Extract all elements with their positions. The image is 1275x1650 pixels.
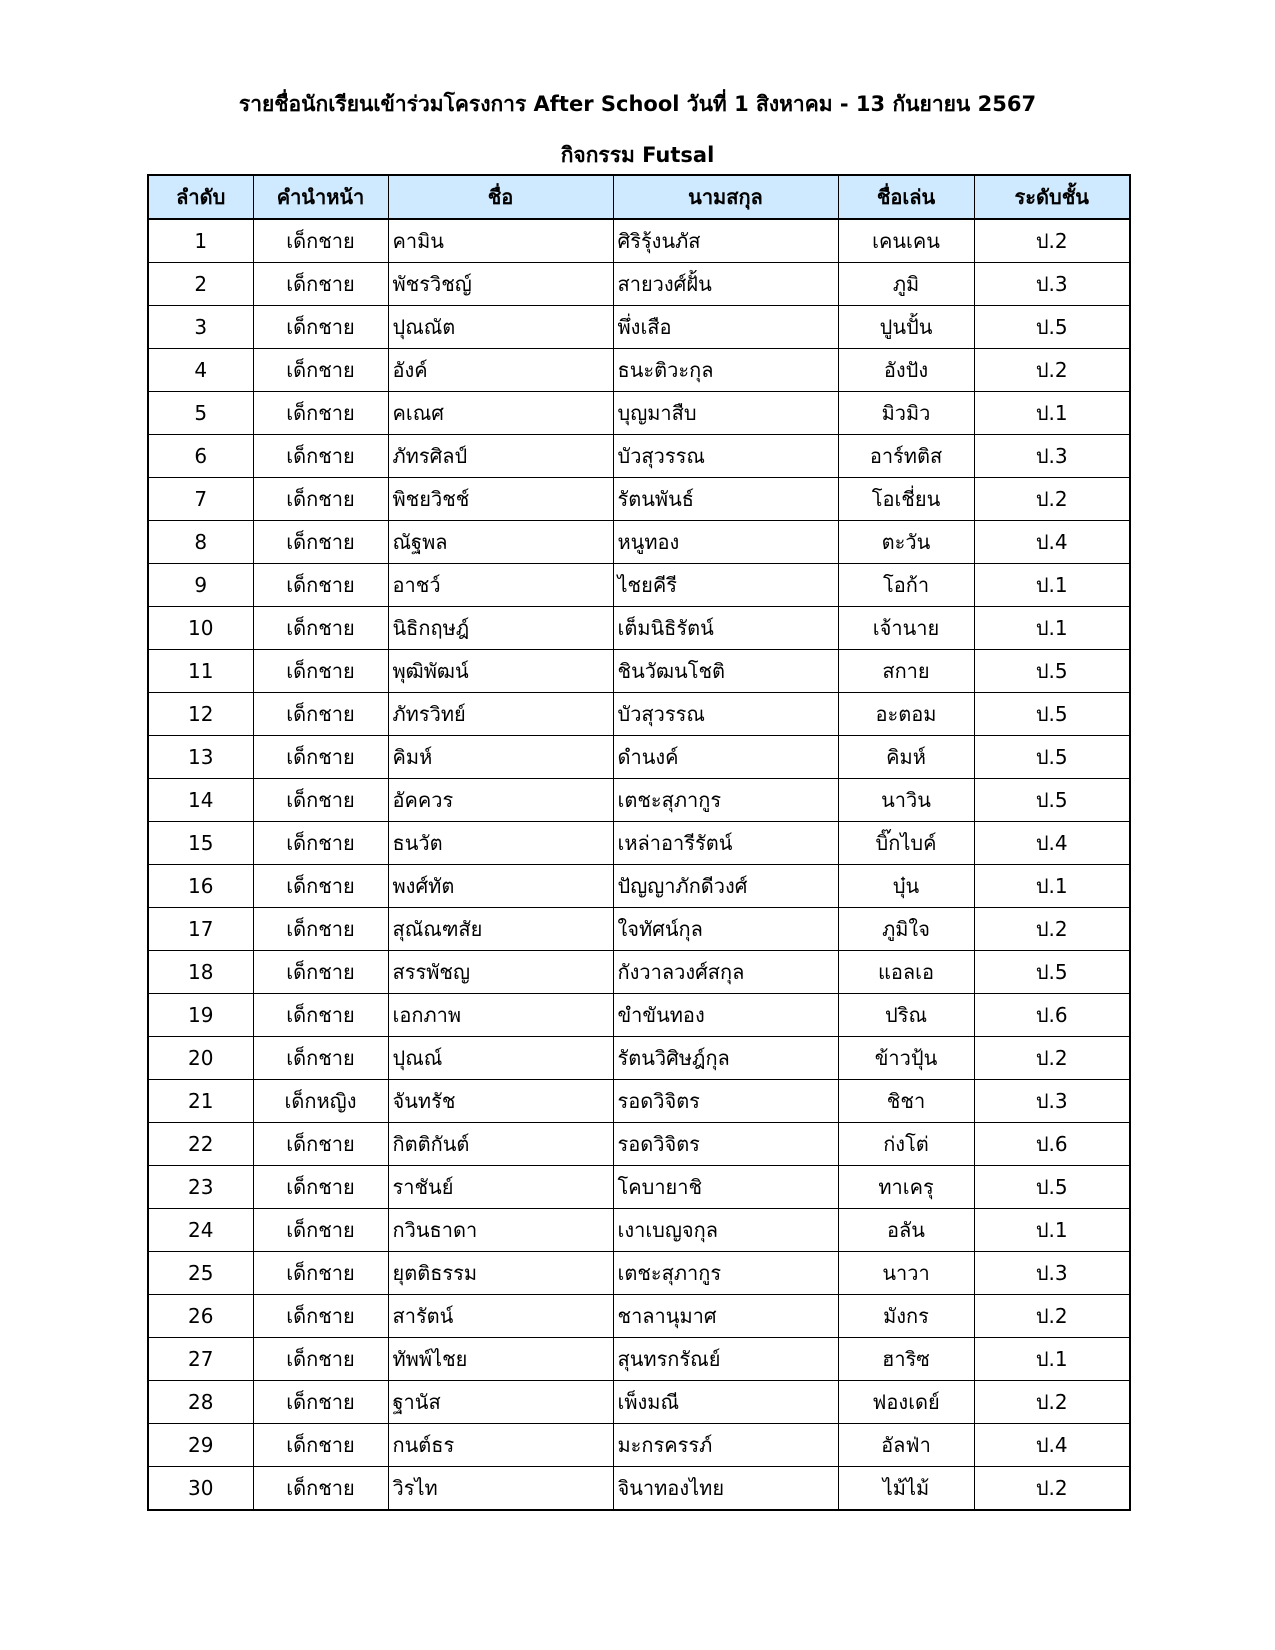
cell-order: 15 [148, 822, 253, 865]
header-first-name: ชื่อ [388, 175, 613, 219]
cell-order: 24 [148, 1209, 253, 1252]
cell-order: 17 [148, 908, 253, 951]
cell-grade: ป.5 [974, 736, 1130, 779]
cell-prefix: เด็กชาย [253, 306, 388, 349]
cell-first-name: วิรไท [388, 1467, 613, 1511]
cell-first-name: พุฒิพัฒน์ [388, 650, 613, 693]
cell-last-name: ใจทัศน์กุล [613, 908, 838, 951]
cell-grade: ป.2 [974, 1381, 1130, 1424]
cell-order: 13 [148, 736, 253, 779]
cell-prefix: เด็กชาย [253, 1295, 388, 1338]
table-header [148, 175, 1130, 219]
table-row [148, 1080, 1130, 1123]
cell-nickname: สกาย [838, 650, 974, 693]
cell-first-name: ณัฐพล [388, 521, 613, 564]
table-row [148, 1252, 1130, 1295]
activity-subtitle: กิจกรรม Futsal [560, 143, 715, 167]
cell-last-name: ปัญญาภักดีวงศ์ [613, 865, 838, 908]
cell-first-name: คเณศ [388, 392, 613, 435]
cell-order: 3 [148, 306, 253, 349]
cell-order: 18 [148, 951, 253, 994]
cell-grade: ป.1 [974, 865, 1130, 908]
cell-grade: ป.4 [974, 822, 1130, 865]
table-row [148, 822, 1130, 865]
cell-first-name: กิตติกันต์ [388, 1123, 613, 1166]
cell-grade: ป.4 [974, 1424, 1130, 1467]
cell-order: 6 [148, 435, 253, 478]
cell-grade: ป.3 [974, 1252, 1130, 1295]
cell-last-name: เหล่าอารีรัตน์ [613, 822, 838, 865]
table-row [148, 1467, 1130, 1511]
table-row [148, 219, 1130, 263]
cell-prefix: เด็กชาย [253, 779, 388, 822]
cell-prefix: เด็กชาย [253, 1166, 388, 1209]
table-body [148, 219, 1130, 1510]
cell-order: 20 [148, 1037, 253, 1080]
cell-grade: ป.1 [974, 564, 1130, 607]
cell-order: 8 [148, 521, 253, 564]
cell-order: 4 [148, 349, 253, 392]
cell-grade: ป.5 [974, 951, 1130, 994]
cell-nickname: มิวมิว [838, 392, 974, 435]
cell-last-name: กังวาลวงศ์สกุล [613, 951, 838, 994]
cell-nickname: บิ๊กไบค์ [838, 822, 974, 865]
cell-first-name: อังค์ [388, 349, 613, 392]
cell-first-name: กนต์ธร [388, 1424, 613, 1467]
table-row [148, 1424, 1130, 1467]
cell-grade: ป.6 [974, 1123, 1130, 1166]
table-row [148, 779, 1130, 822]
document-title: รายชื่อนักเรียนเข้าร่วมโครงการ After School วันที่ 1 สิงหาคม - 13 กันยายน 2567 [238, 92, 1037, 116]
cell-first-name: นิธิกฤษฎ์ [388, 607, 613, 650]
table-row [148, 607, 1130, 650]
cell-last-name: รอดวิจิตร [613, 1123, 838, 1166]
cell-grade: ป.2 [974, 908, 1130, 951]
cell-prefix: เด็กชาย [253, 1123, 388, 1166]
table-row [148, 736, 1130, 779]
cell-prefix: เด็กชาย [253, 1338, 388, 1381]
cell-last-name: เพ็งมณี [613, 1381, 838, 1424]
cell-prefix: เด็กชาย [253, 650, 388, 693]
cell-nickname: ฟองเดย์ [838, 1381, 974, 1424]
cell-last-name: บุญมาสืบ [613, 392, 838, 435]
cell-grade: ป.5 [974, 779, 1130, 822]
cell-last-name: เต็มนิธิรัตน์ [613, 607, 838, 650]
table-row [148, 908, 1130, 951]
cell-nickname: มังกร [838, 1295, 974, 1338]
cell-first-name: ทัพพ์ไชย [388, 1338, 613, 1381]
table-row [148, 1037, 1130, 1080]
cell-first-name: อัคควร [388, 779, 613, 822]
cell-last-name: บัวสุวรรณ [613, 693, 838, 736]
cell-grade: ป.5 [974, 693, 1130, 736]
student-roster-table [147, 174, 1131, 1511]
cell-nickname: นาวิน [838, 779, 974, 822]
cell-last-name: พึ่งเสือ [613, 306, 838, 349]
cell-order: 28 [148, 1381, 253, 1424]
cell-prefix: เด็กชาย [253, 478, 388, 521]
cell-last-name: ชาลานุมาศ [613, 1295, 838, 1338]
cell-order: 2 [148, 263, 253, 306]
cell-order: 19 [148, 994, 253, 1037]
cell-first-name: ยุตติธรรม [388, 1252, 613, 1295]
cell-order: 26 [148, 1295, 253, 1338]
cell-nickname: บุ๋น [838, 865, 974, 908]
cell-nickname: ภูมิ [838, 263, 974, 306]
cell-nickname: ตะวัน [838, 521, 974, 564]
cell-last-name: ดำนงค์ [613, 736, 838, 779]
cell-first-name: อาชว์ [388, 564, 613, 607]
cell-grade: ป.4 [974, 521, 1130, 564]
cell-first-name: กวินธาดา [388, 1209, 613, 1252]
cell-prefix: เด็กชาย [253, 693, 388, 736]
cell-first-name: สุณัณฑสัย [388, 908, 613, 951]
cell-last-name: สายวงศ์ฝั้น [613, 263, 838, 306]
cell-prefix: เด็กชาย [253, 607, 388, 650]
cell-grade: ป.2 [974, 478, 1130, 521]
cell-last-name: รัตนพันธ์ [613, 478, 838, 521]
cell-nickname: นาวา [838, 1252, 974, 1295]
cell-grade: ป.5 [974, 650, 1130, 693]
table-row [148, 564, 1130, 607]
table-row [148, 994, 1130, 1037]
cell-order: 25 [148, 1252, 253, 1295]
table-row [148, 951, 1130, 994]
cell-grade: ป.1 [974, 392, 1130, 435]
cell-last-name: ชินวัฒนโชติ [613, 650, 838, 693]
cell-prefix: เด็กชาย [253, 349, 388, 392]
cell-nickname: คิมห์ [838, 736, 974, 779]
cell-nickname: ภูมิใจ [838, 908, 974, 951]
cell-nickname: ข้าวปุ้น [838, 1037, 974, 1080]
cell-prefix: เด็กชาย [253, 392, 388, 435]
cell-order: 21 [148, 1080, 253, 1123]
table-row [148, 1166, 1130, 1209]
cell-order: 30 [148, 1467, 253, 1511]
cell-order: 16 [148, 865, 253, 908]
cell-first-name: สารัตน์ [388, 1295, 613, 1338]
cell-order: 14 [148, 779, 253, 822]
cell-grade: ป.5 [974, 1166, 1130, 1209]
cell-nickname: อังปัง [838, 349, 974, 392]
table-row [148, 521, 1130, 564]
cell-order: 5 [148, 392, 253, 435]
cell-prefix: เด็กชาย [253, 865, 388, 908]
cell-nickname: อาร์ทติส [838, 435, 974, 478]
cell-last-name: บัวสุวรรณ [613, 435, 838, 478]
cell-grade: ป.3 [974, 435, 1130, 478]
cell-last-name: เตชะสุภากูร [613, 779, 838, 822]
cell-first-name: จันทรัช [388, 1080, 613, 1123]
header-nickname: ชื่อเล่น [838, 175, 974, 219]
cell-grade: ป.1 [974, 1209, 1130, 1252]
table-row [148, 1381, 1130, 1424]
cell-order: 22 [148, 1123, 253, 1166]
cell-first-name: เอกภาพ [388, 994, 613, 1037]
cell-last-name: ขำขันทอง [613, 994, 838, 1037]
cell-last-name: มะกรครรภ์ [613, 1424, 838, 1467]
table-row [148, 1295, 1130, 1338]
cell-prefix: เด็กชาย [253, 908, 388, 951]
cell-nickname: อัลฟ่า [838, 1424, 974, 1467]
cell-order: 7 [148, 478, 253, 521]
cell-first-name: พัชรวิชญ์ [388, 263, 613, 306]
cell-first-name: ธนวัต [388, 822, 613, 865]
header-order: ลำดับ [148, 175, 253, 219]
table-row [148, 650, 1130, 693]
cell-last-name: เงาเบญจกุล [613, 1209, 838, 1252]
cell-nickname: ก่งโต่ [838, 1123, 974, 1166]
cell-nickname: เจ้านาย [838, 607, 974, 650]
cell-nickname: ไม้ไม้ [838, 1467, 974, 1511]
cell-grade: ป.2 [974, 1037, 1130, 1080]
cell-nickname: เคนเคน [838, 219, 974, 263]
cell-order: 27 [148, 1338, 253, 1381]
cell-prefix: เด็กชาย [253, 736, 388, 779]
cell-order: 11 [148, 650, 253, 693]
cell-prefix: เด็กชาย [253, 951, 388, 994]
cell-grade: ป.3 [974, 263, 1130, 306]
cell-grade: ป.2 [974, 1295, 1130, 1338]
cell-prefix: เด็กชาย [253, 521, 388, 564]
cell-first-name: พิชยวิชช์ [388, 478, 613, 521]
cell-nickname: โอเชี่ยน [838, 478, 974, 521]
cell-nickname: อะตอม [838, 693, 974, 736]
cell-last-name: รอดวิจิตร [613, 1080, 838, 1123]
cell-prefix: เด็กหญิง [253, 1080, 388, 1123]
cell-first-name: คามิน [388, 219, 613, 263]
cell-last-name: จินาทองไทย [613, 1467, 838, 1511]
cell-grade: ป.2 [974, 1467, 1130, 1511]
cell-last-name: ศิริรุ้งนภัส [613, 219, 838, 263]
cell-prefix: เด็กชาย [253, 994, 388, 1037]
cell-prefix: เด็กชาย [253, 219, 388, 263]
cell-last-name: หนูทอง [613, 521, 838, 564]
cell-grade: ป.5 [974, 306, 1130, 349]
cell-prefix: เด็กชาย [253, 1424, 388, 1467]
header-prefix: คำนำหน้า [253, 175, 388, 219]
cell-last-name: เตชะสุภากูร [613, 1252, 838, 1295]
table-row [148, 263, 1130, 306]
cell-prefix: เด็กชาย [253, 564, 388, 607]
cell-last-name: สุนทรกรัณย์ [613, 1338, 838, 1381]
cell-nickname: อลัน [838, 1209, 974, 1252]
cell-first-name: พงศ์ทัต [388, 865, 613, 908]
header-last-name: นามสกุล [613, 175, 838, 219]
cell-prefix: เด็กชาย [253, 822, 388, 865]
header-row [148, 175, 1130, 219]
cell-nickname: ชิชา [838, 1080, 974, 1123]
table-row [148, 865, 1130, 908]
cell-last-name: ไชยคีรี [613, 564, 838, 607]
cell-nickname: ทาเครุ [838, 1166, 974, 1209]
table-row [148, 1123, 1130, 1166]
cell-first-name: ภัทรวิทย์ [388, 693, 613, 736]
cell-last-name: รัตนวิศิษฎ์กุล [613, 1037, 838, 1080]
table-row [148, 349, 1130, 392]
table-row [148, 392, 1130, 435]
cell-grade: ป.2 [974, 219, 1130, 263]
table-row [148, 693, 1130, 736]
cell-nickname: แอลเอ [838, 951, 974, 994]
cell-order: 1 [148, 219, 253, 263]
cell-prefix: เด็กชาย [253, 1252, 388, 1295]
cell-first-name: ปุณณัต [388, 306, 613, 349]
cell-order: 10 [148, 607, 253, 650]
cell-first-name: ฐานัส [388, 1381, 613, 1424]
cell-first-name: สรรพัชญ [388, 951, 613, 994]
table-row [148, 1209, 1130, 1252]
cell-first-name: ภัทรศิลป์ [388, 435, 613, 478]
cell-prefix: เด็กชาย [253, 435, 388, 478]
cell-prefix: เด็กชาย [253, 1037, 388, 1080]
cell-order: 23 [148, 1166, 253, 1209]
cell-last-name: โคบายาชิ [613, 1166, 838, 1209]
cell-last-name: ธนะติวะกุล [613, 349, 838, 392]
cell-prefix: เด็กชาย [253, 1209, 388, 1252]
cell-grade: ป.1 [974, 607, 1130, 650]
cell-nickname: ปริณ [838, 994, 974, 1037]
cell-order: 12 [148, 693, 253, 736]
cell-order: 29 [148, 1424, 253, 1467]
table-row [148, 478, 1130, 521]
cell-grade: ป.1 [974, 1338, 1130, 1381]
cell-prefix: เด็กชาย [253, 1381, 388, 1424]
table-row [148, 306, 1130, 349]
cell-nickname: ปูนปั้น [838, 306, 974, 349]
header-grade: ระดับชั้น [974, 175, 1130, 219]
cell-first-name: ปุณณ์ [388, 1037, 613, 1080]
table-row [148, 435, 1130, 478]
cell-grade: ป.6 [974, 994, 1130, 1037]
cell-grade: ป.3 [974, 1080, 1130, 1123]
cell-nickname: โอก้า [838, 564, 974, 607]
cell-grade: ป.2 [974, 349, 1130, 392]
cell-order: 9 [148, 564, 253, 607]
cell-first-name: ราชันย์ [388, 1166, 613, 1209]
table-row [148, 1338, 1130, 1381]
cell-nickname: ฮาริซ [838, 1338, 974, 1381]
cell-prefix: เด็กชาย [253, 1467, 388, 1511]
cell-first-name: คิมห์ [388, 736, 613, 779]
cell-prefix: เด็กชาย [253, 263, 388, 306]
